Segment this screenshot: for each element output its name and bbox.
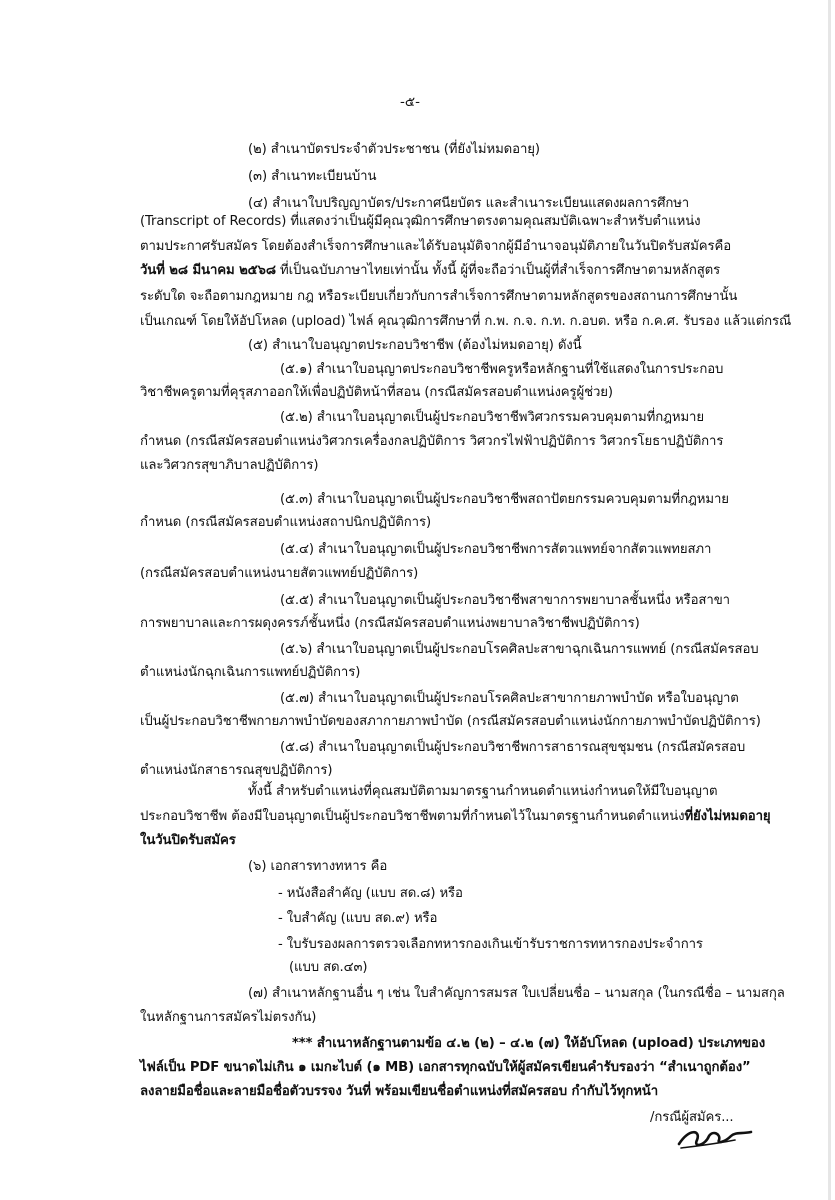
doc-line-mixed: [140, 807, 771, 827]
doc-line-mixed: [140, 261, 720, 281]
doc-line: (Transcript of Records) ที่แสดงว่าเป็นผู้มีคุณวุฒิการศึกษาตรงตามคุณสมบัติเฉพาะสำหรับตำแหน่ง: [140, 214, 701, 229]
list-item: - ใบสำคัญ (แบบ สด.๙) หรือ: [278, 911, 438, 926]
doc-line-tail: ที่เป็นฉบับภาษาไทยเท่านั้น ทั้งนี้ ผู้ที่จะถือว่าเป็นผู้ที่สำเร็จการศึกษาตามหลักสูตร: [275, 263, 721, 278]
doc-line: กำหนด (กรณีสมัครสอบตำแหน่งสถาปนิกปฏิบัติการ): [140, 515, 431, 530]
doc-line-bold: *** สำเนาหลักฐานตามข้อ ๔.๒ (๒) – ๔.๒ (๗) ให้อัปโหลด (upload) ประเภทของ: [292, 1036, 766, 1051]
doc-line: เป็นเกณฑ์ โดยให้อัปโหลด (upload) ไฟล์ คุณวุฒิการศึกษาที่ ก.พ. ก.จ. ก.ท. ก.อบต. หรือ ก.ค.ศ. รับรอง แล้วแต่กรณี: [140, 314, 792, 329]
doc-line: และวิศวกรสุขาภิบาลปฏิบัติการ): [140, 458, 319, 473]
list-item: - ใบรับรองผลการตรวจเลือกทหารกองเกินเข้ารับราชการทหารกองประจำการ: [278, 937, 703, 952]
doc-line: ระดับใด จะถือตามกฎหมาย กฎ หรือระเบียบเกี่ยวกับการสำเร็จการศึกษาตามหลักสูตรของสถานการศึกษานั้น: [140, 289, 738, 304]
signature-mark: [675, 1122, 755, 1152]
page-number: -๕-: [400, 94, 420, 110]
doc-line: ทั้งนี้ สำหรับตำแหน่งที่คุณสมบัติตามมาตรฐานกำหนดตำแหน่งกำหนดให้มีใบอนุญาต: [248, 784, 718, 799]
doc-line: กำหนด (กรณีสมัครสอบตำแหน่งวิศวกรเครื่องกลปฏิบัติการ วิศวกรไฟฟ้าปฏิบัติการ วิศวกรโยธาปฏิบัติการ: [140, 434, 724, 449]
doc-line: (๕.๓) สำเนาใบอนุญาตเป็นผู้ประกอบวิชาชีพสถาปัตยกรรมควบคุมตามที่กฎหมาย: [280, 492, 729, 507]
bold-date: วันที่ ๒๘ มีนาคม ๒๕๖๘: [140, 263, 276, 278]
doc-line: ตามประกาศรับสมัคร โดยต้องสำเร็จการศึกษาและได้รับอนุมัติจากผู้มีอำนาจอนุมัติภายในวันปิดรับสมัครคือ: [140, 239, 732, 254]
doc-line-bold: ลงลายมือชื่อและลายมือชื่อตัวบรรจง วันที่ พร้อมเขียนชื่อตำแหน่งที่สมัครสอบ กำกับไว้ทุกหน้า: [140, 1084, 659, 1099]
doc-line: (๒) สำเนาบัตรประจำตัวประชาชน (ที่ยังไม่หมดอายุ): [248, 142, 540, 157]
doc-line: (กรณีสมัครสอบตำแหน่งนายสัตวแพทย์ปฏิบัติการ): [140, 566, 419, 581]
doc-line: (๕.๔) สำเนาใบอนุญาตเป็นผู้ประกอบวิชาชีพการสัตวแพทย์จากสัตวแพทยสภา: [280, 542, 712, 557]
doc-line-head: ประกอบวิชาชีพ ต้องมีใบอนุญาตเป็นผู้ประกอบวิชาชีพตามที่กำหนดไว้ในมาตรฐานกำหนดตำแหน่ง: [140, 809, 685, 824]
continuation-note: /กรณีผู้สมัคร...: [650, 1110, 734, 1125]
doc-line: (๔) สำเนาใบปริญญาบัตร/ประกาศนียบัตร และสำเนาระเบียนแสดงผลการศึกษา: [248, 196, 690, 211]
list-item-cont: (แบบ สด.๔๓): [289, 960, 368, 975]
doc-line: วิชาชีพครูตามที่คุรุสภาออกให้เพื่อปฏิบัติหน้าที่สอน (กรณีสมัครสอบตำแหน่งครูผู้ช่วย): [140, 385, 613, 400]
list-item: - หนังสือสำคัญ (แบบ สด.๘) หรือ: [278, 886, 463, 901]
doc-line: เป็นผู้ประกอบวิชาชีพกายภาพบำบัดของสภากายภาพบำบัด (กรณีสมัครสอบตำแหน่งนักกายภาพบำบัดปฏิบัติการ): [140, 714, 761, 729]
doc-line: (๕.๑) สำเนาใบอนุญาตประกอบวิชาชีพครูหรือหลักฐานที่ใช้แสดงในการประกอบ: [280, 362, 724, 377]
doc-line-bold: ไฟล์เป็น PDF ขนาดไม่เกิน ๑ เมกะไบต์ (๑ MB) เอกสารทุกฉบับให้ผู้สมัครเขียนคำรับรองว่า “สำเนาถูกต้อง”: [140, 1060, 751, 1075]
scan-edge: [828, 0, 831, 1200]
doc-line-bold: ในวันปิดรับสมัคร: [140, 833, 236, 848]
doc-line: (๕) สำเนาใบอนุญาตประกอบวิชาชีพ (ต้องไม่หมดอายุ) ดังนี้: [248, 338, 582, 353]
doc-line: (๕.๕) สำเนาใบอนุญาตเป็นผู้ประกอบวิชาชีพสาขาการพยาบาลชั้นหนึ่ง หรือสาขา: [280, 593, 730, 608]
doc-line: (๕.๘) สำเนาใบอนุญาตเป็นผู้ประกอบวิชาชีพการสาธารณสุขชุมชน (กรณีสมัครสอบ: [280, 740, 746, 755]
doc-line: ในหลักฐานการสมัครไม่ตรงกัน): [140, 1010, 317, 1025]
doc-line: การพยาบาลและการผดุงครรภ์ชั้นหนึ่ง (กรณีสมัครสอบตำแหน่งพยาบาลวิชาชีพปฏิบัติการ): [140, 616, 640, 631]
doc-line: (๕.๗) สำเนาใบอนุญาตเป็นผู้ประกอบโรคศิลปะสาขากายภาพบำบัด หรือใบอนุญาต: [280, 691, 739, 706]
doc-line: (๖) เอกสารทางทหาร คือ: [248, 859, 388, 874]
doc-line: (๓) สำเนาทะเบียนบ้าน: [248, 169, 377, 184]
bold-phrase: ที่ยังไม่หมดอายุ: [684, 809, 771, 824]
doc-line: ตำแหน่งนักฉุกเฉินการแพทย์ปฏิบัติการ): [140, 665, 361, 680]
doc-line: ตำแหน่งนักสาธารณสุขปฏิบัติการ): [140, 763, 333, 778]
doc-line: (๕.๒) สำเนาใบอนุญาตเป็นผู้ประกอบวิชาชีพวิศวกรรมควบคุมตามที่กฎหมาย: [280, 410, 704, 425]
doc-line: (๗) สำเนาหลักฐานอื่น ๆ เช่น ใบสำคัญการสมรส ใบเปลี่ยนชื่อ – นามสกุล (ในกรณีชื่อ – นามสกุล: [248, 986, 785, 1001]
doc-line: (๕.๖) สำเนาใบอนุญาตเป็นผู้ประกอบโรคศิลปะสาขาฉุกเฉินการแพทย์ (กรณีสมัครสอบ: [280, 642, 759, 657]
